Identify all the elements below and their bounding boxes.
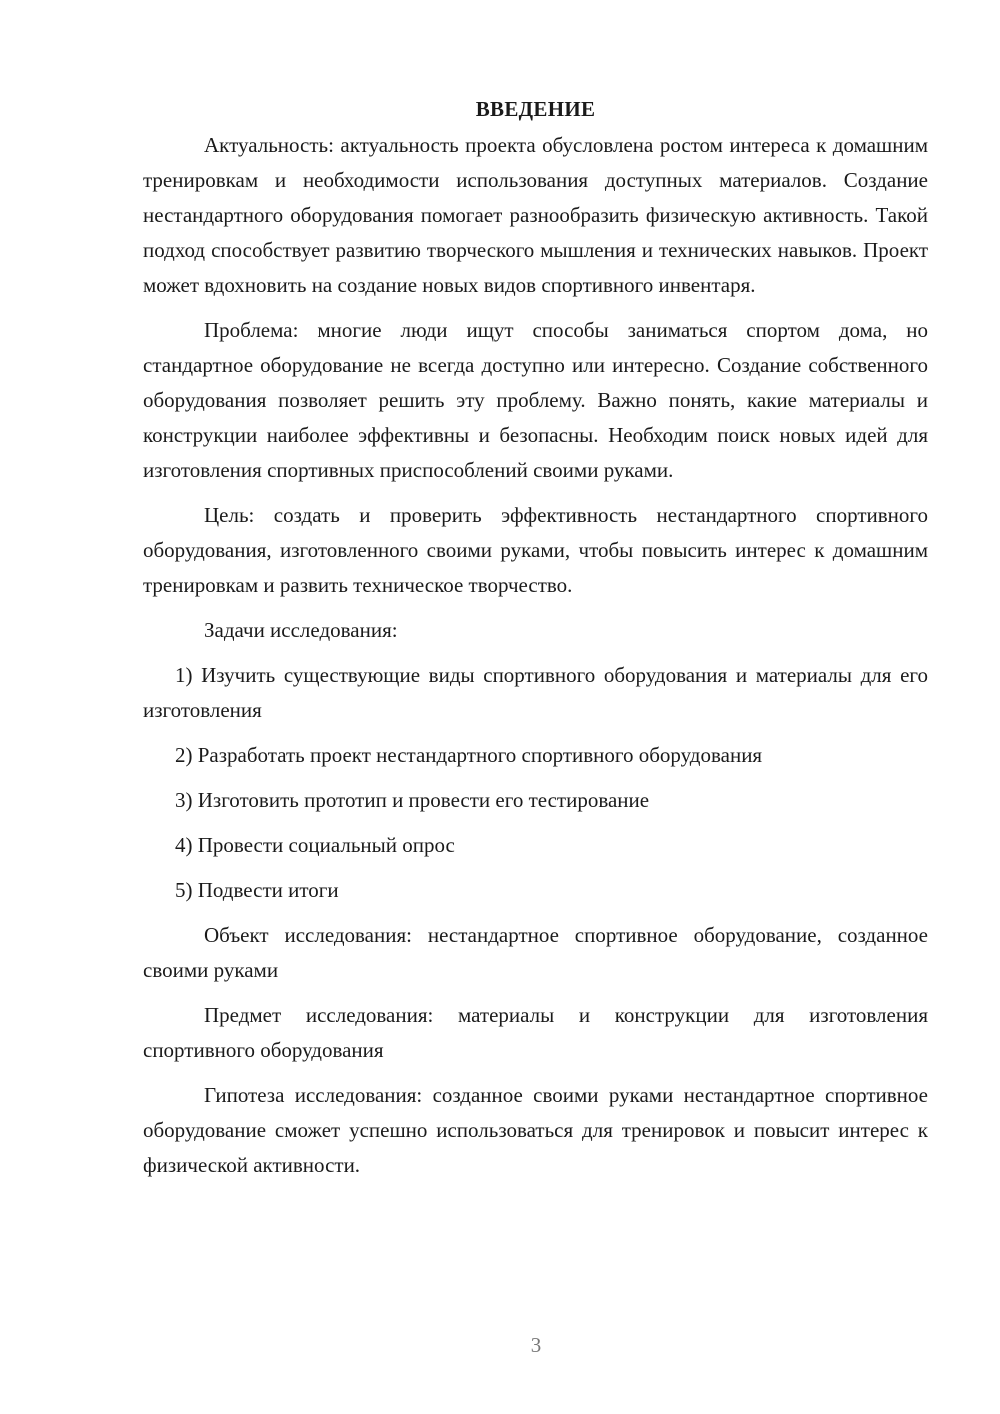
tasks-heading: Задачи исследования: — [204, 618, 398, 642]
document-page — [143, 92, 928, 1193]
hypothesis-paragraph: Гипотеза исследования: созданное своими руками нестандартное спортивное оборудование сможет успешно использоваться для тренировок и повысит интерес к физической активности. — [143, 1083, 928, 1177]
task-item-5: 5) Подвести итоги — [175, 878, 339, 902]
goal-paragraph: Цель: создать и проверить эффективность нестандартного спортивного оборудования, изготовленного своими руками, чтобы повысить интерес к домашним тренировкам и развить техническое творчество. — [143, 503, 928, 597]
relevance-paragraph: Актуальность: актуальность проекта обусловлена ростом интереса к домашним тренировкам и необходимости использования доступных материалов. Создание нестандартного оборудования помогает разнообразить физическую активность. Такой подход способствует развитию творческого мышления и технических навыков. Проект может вдохновить на создание новых видов спортивного инвентаря. — [143, 133, 928, 297]
task-item-3: 3) Изготовить прототип и провести его тестирование — [175, 788, 650, 812]
page-title: ВВЕДЕНИЕ — [475, 97, 596, 121]
task-item-4: 4) Провести социальный опрос — [175, 833, 455, 857]
object-paragraph: Объект исследования: нестандартное спортивное оборудование, созданное своими руками — [143, 923, 928, 982]
task-item-1: 1) Изучить существующие виды спортивного оборудования и материалы для его изготовления — [143, 663, 928, 722]
page-number: 3 — [530, 1333, 542, 1357]
problem-paragraph: Проблема: многие люди ищут способы заниматься спортом дома, но стандартное оборудование не всегда доступно или интересно. Создание собственного оборудования позволяет решить эту проблему. Важно понять, какие материалы и конструкции наиболее эффективны и безопасны. Необходим поиск новых идей для изготовления спортивных приспособлений своими руками. — [143, 318, 928, 482]
subject-paragraph: Предмет исследования: материалы и конструкции для изготовления спортивного оборудования — [143, 1003, 928, 1062]
task-item-2: 2) Разработать проект нестандартного спортивного оборудования — [175, 743, 763, 767]
